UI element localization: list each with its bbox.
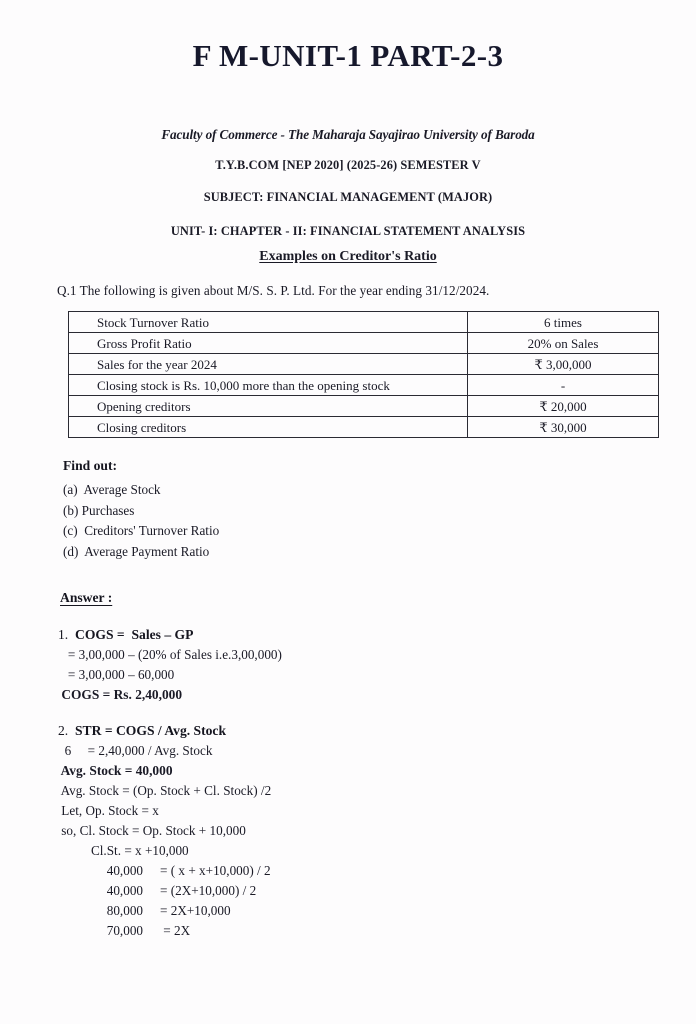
equation-left: 40,000 bbox=[106, 863, 143, 878]
table-row bbox=[69, 333, 659, 354]
equation-row bbox=[58, 921, 538, 941]
table-row bbox=[69, 417, 659, 438]
table-cell-value: ₹ 20,000 bbox=[468, 396, 659, 417]
find-out-list bbox=[63, 480, 483, 562]
header-faculty: Faculty of Commerce - The Maharaja Sayajirao University of Baroda bbox=[161, 127, 535, 142]
table-cell-label: Gross Profit Ratio bbox=[69, 333, 468, 354]
header-subject: SUBJECT: FINANCIAL MANAGEMENT (MAJOR) bbox=[203, 190, 493, 204]
answer-step-2-heading bbox=[58, 721, 538, 741]
header-course: T.Y.B.COM [NEP 2020] (2025-26) SEMESTER V bbox=[215, 158, 481, 172]
table-row bbox=[69, 312, 659, 333]
equation-left: 70,000 bbox=[106, 923, 143, 938]
answer-step-2 bbox=[58, 721, 538, 941]
answer-step-2-number: 2. bbox=[58, 723, 69, 738]
table-cell-value: 20% on Sales bbox=[468, 333, 659, 354]
list-item: (c) Creditors' Turnover Ratio bbox=[63, 523, 220, 538]
header-examples-text: Examples on Creditor's Ratio bbox=[259, 249, 437, 264]
answer-step-2-line: so, Cl. Stock = Op. Stock + 10,000 bbox=[58, 823, 246, 838]
equation-row bbox=[58, 881, 538, 901]
equation-right: = (2X+10,000) / 2 bbox=[160, 883, 257, 898]
answer-step-1-title: COGS = Sales – GP bbox=[75, 627, 194, 642]
given-data-table-body bbox=[69, 312, 659, 438]
answer-step-1-line: = 3,00,000 – 60,000 bbox=[58, 667, 175, 682]
page-title: F M-UNIT-1 PART-2-3 bbox=[192, 38, 504, 73]
table-cell-value: - bbox=[468, 375, 659, 396]
list-item: (b) Purchases bbox=[63, 502, 135, 518]
table-cell-value: ₹ 3,00,000 bbox=[468, 354, 659, 375]
equation-right: = 2X bbox=[160, 923, 191, 938]
equation-right: = ( x + x+10,000) / 2 bbox=[160, 863, 271, 878]
equation-right: = 2X+10,000 bbox=[160, 903, 231, 918]
list-item: (a) Average Stock bbox=[63, 482, 161, 497]
table-cell-value: ₹ 30,000 bbox=[468, 417, 659, 438]
answer-step-2-line: Avg. Stock = (Op. Stock + Cl. Stock) /2 bbox=[58, 783, 272, 798]
answer-step-2-line: Let, Op. Stock = x bbox=[58, 803, 159, 818]
table-cell-value: 6 times bbox=[468, 312, 659, 333]
table-cell-label: Closing stock is Rs. 10,000 more than the opening stock bbox=[69, 375, 468, 396]
header-examples-heading bbox=[0, 249, 696, 265]
answer-step-1-number: 1. bbox=[58, 627, 69, 642]
answer-step-2-title: STR = COGS / Avg. Stock bbox=[75, 723, 227, 738]
equation-left: 80,000 bbox=[106, 903, 143, 918]
answer-step-2-line: Cl.St. = x +10,000 bbox=[58, 843, 189, 858]
answer-step-1-result: COGS = Rs. 2,40,000 bbox=[58, 687, 183, 702]
table-cell-label: Stock Turnover Ratio bbox=[69, 312, 468, 333]
table-cell-label: Opening creditors bbox=[69, 396, 468, 417]
equation-left: 40,000 bbox=[106, 883, 143, 898]
find-out-heading: Find out: bbox=[63, 458, 118, 473]
answer-heading-text: Answer : bbox=[60, 590, 113, 605]
given-data-table bbox=[68, 311, 659, 438]
equation-row bbox=[58, 861, 538, 881]
table-cell-label: Closing creditors bbox=[69, 417, 468, 438]
answer-step-1-heading bbox=[58, 625, 538, 645]
table-row bbox=[69, 396, 659, 417]
answer-step-2-line: 6 = 2,40,000 / Avg. Stock bbox=[58, 743, 213, 758]
equation-row bbox=[58, 901, 538, 921]
table-cell-label: Sales for the year 2024 bbox=[69, 354, 468, 375]
header-unit-chapter: UNIT- I: CHAPTER - II: FINANCIAL STATEMENT ANALYSIS bbox=[170, 224, 526, 238]
table-row bbox=[69, 354, 659, 375]
question-statement: Q.1 The following is given about M/S. S. P. Ltd. For the year ending 31/12/2024. bbox=[57, 283, 490, 298]
answer-step-1-line: = 3,00,000 – (20% of Sales i.e.3,00,000) bbox=[58, 647, 282, 662]
answer-step-2-result: Avg. Stock = 40,000 bbox=[58, 763, 173, 778]
answer-heading bbox=[60, 590, 112, 606]
table-row bbox=[69, 375, 659, 396]
answer-step-1 bbox=[58, 625, 538, 705]
list-item: (d) Average Payment Ratio bbox=[63, 543, 210, 559]
